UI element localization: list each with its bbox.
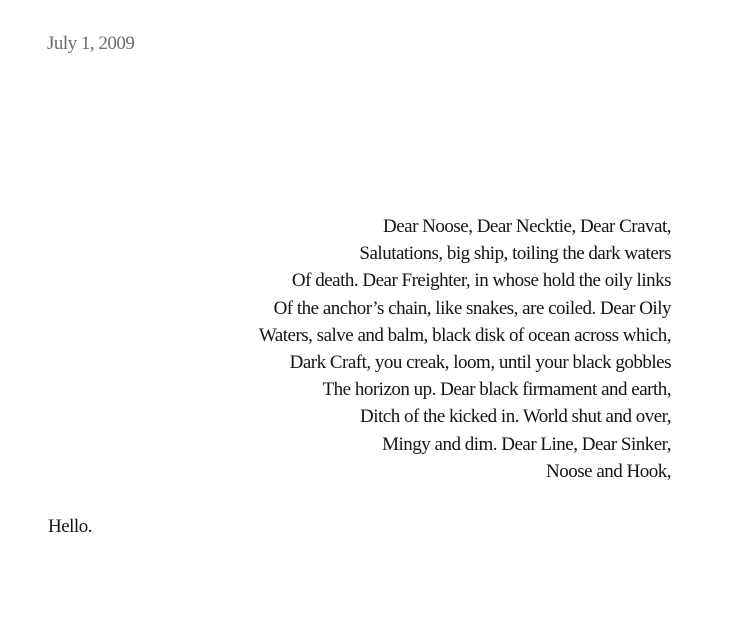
poem-line: The horizon up. Dear black firmament and earth, [322,379,671,401]
poem-line: Salutations, big ship, toiling the dark waters [359,243,671,265]
poem-line: Of death. Dear Freighter, in whose hold the oily links [291,270,671,292]
poem-line: Dear Noose, Dear Necktie, Dear Cravat, [382,216,671,237]
poem-line: Of the anchor’s chain, like snakes, are coiled. Dear Oily [273,297,671,319]
poem-line: Dark Craft, you creak, loom, until your black gobbles [289,351,671,373]
letter-date: July 1, 2009 [47,33,135,54]
poem-line: Ditch of the kicked in. World shut and over, [360,406,671,428]
poem-line: Noose and Hook, [546,460,671,482]
letter-greeting: Hello. [48,516,92,537]
poem-line: Waters, salve and balm, black disk of ocean across which, [258,324,671,346]
poem-line: Mingy and dim. Dear Line, Dear Sinker, [382,433,671,455]
poem-stanza [111,213,671,485]
